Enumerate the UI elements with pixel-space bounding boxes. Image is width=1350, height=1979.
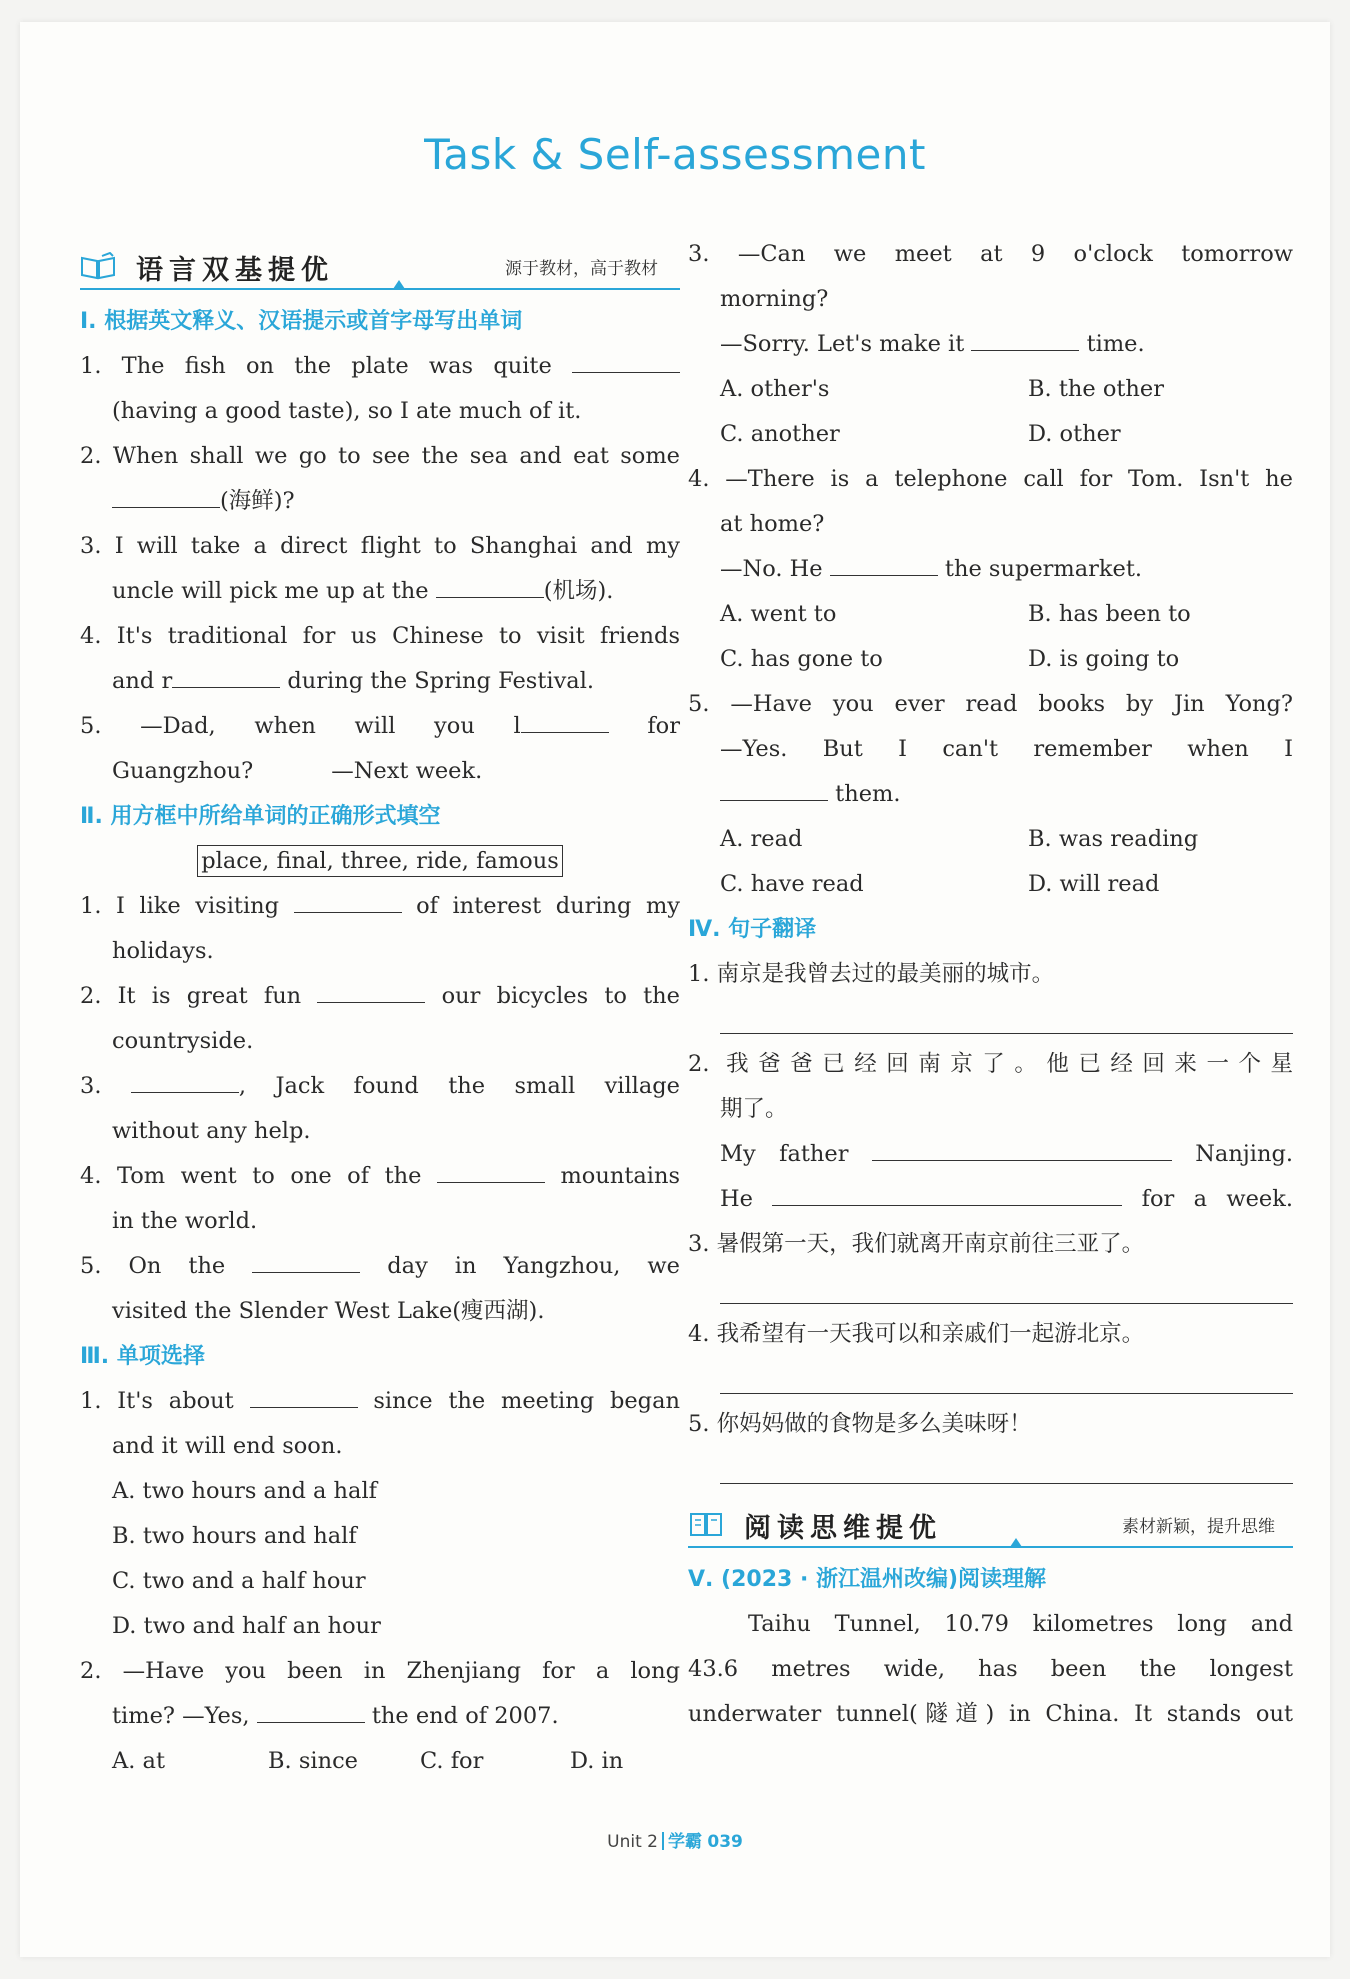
options-row (688, 592, 1293, 637)
answer-blank[interactable] (872, 1140, 1172, 1161)
answer-blank[interactable] (252, 1252, 360, 1273)
question-line: uncle will pick me up at the (机场). (112, 578, 614, 604)
option-a[interactable]: A. at (112, 1748, 166, 1774)
workbook-page (20, 22, 1330, 1957)
question-line: 1. 南京是我曾去过的最美丽的城市。 (688, 961, 1055, 987)
question-line: Guangzhou? —Next week. (112, 758, 483, 784)
question-line: 3. I will take a direct flight to Shanghai and my (80, 533, 680, 559)
question-line: without any help. (112, 1118, 311, 1144)
question-line: 5. —Have you ever read books by Jin Yong? (688, 691, 1293, 717)
option-d[interactable]: D. is going to (1028, 646, 1180, 672)
answer-blank[interactable] (772, 1185, 1122, 1206)
question-line: them. (688, 772, 1293, 817)
question-line: 3. , Jack found the small village (80, 1073, 681, 1099)
banner-subtitle: 源于教材，高于教材 (505, 259, 658, 279)
question-line: 1. The fish on the plate was quite (80, 344, 680, 389)
question-line: and it will end soon. (112, 1433, 343, 1459)
option-a[interactable]: A. read (720, 826, 803, 852)
question-line: 5. On the day in Yangzhou, we (80, 1253, 680, 1279)
option-a[interactable]: A. other's (720, 376, 830, 402)
option-c[interactable]: C. another (720, 421, 840, 447)
option-a[interactable]: A. two hours and a half (112, 1478, 377, 1504)
option-d[interactable]: D. two and half an hour (112, 1613, 381, 1639)
options-row (688, 367, 1293, 412)
question-line: 3. —Can we meet at 9 o'clock tomorrow (688, 241, 1293, 267)
answer-blank[interactable] (720, 780, 828, 801)
answer-blank[interactable] (317, 982, 425, 1003)
answer-blank[interactable] (294, 892, 402, 913)
options-row (688, 412, 1293, 457)
page-footer (20, 1827, 1330, 1852)
banner-title: 语言双基提优 (136, 255, 334, 286)
option-d[interactable]: D. other (1028, 421, 1121, 447)
book-icon (688, 1510, 724, 1538)
question-line: visited the Slender West Lake(瘦西湖). (112, 1298, 545, 1324)
options-row (688, 637, 1293, 682)
left-column (80, 244, 680, 1784)
answer-blank[interactable] (971, 330, 1079, 351)
question-line: and r during the Spring Festival. (112, 668, 595, 694)
question-line: at home? (720, 511, 825, 537)
section-banner-reading (688, 1502, 1293, 1557)
banner-marker (393, 280, 405, 289)
banner-marker (1010, 1538, 1022, 1547)
answer-blank[interactable] (830, 555, 938, 576)
question-line: 2. —Have you been in Zhenjiang for a long (80, 1658, 680, 1684)
question-line: 2. When shall we go to see the sea and eat some (80, 443, 680, 469)
question-line: He for a week. (720, 1186, 1294, 1212)
question-line: 1. I like visiting of interest during my (80, 893, 681, 919)
question-line: 4. 我希望有一天我可以和亲戚们一起游北京。 (688, 1321, 1145, 1347)
question-line: 1. It's about since the meeting began (80, 1388, 680, 1414)
question-line: —No. He the supermarket. (720, 556, 1143, 582)
question-line: 2. It is great fun our bicycles to the (80, 983, 680, 1009)
answer-blank[interactable] (436, 577, 544, 598)
question-line: morning? (720, 286, 829, 312)
option-c[interactable]: C. have read (720, 871, 864, 897)
passage-line: 43.6 metres wide, has been the longest (688, 1656, 1293, 1682)
answer-blank[interactable] (250, 1387, 358, 1408)
option-b[interactable]: B. the other (1028, 376, 1164, 402)
section-heading: Ⅳ. 句子翻译 (688, 917, 817, 942)
word-box-row (80, 839, 680, 884)
unit-label: Unit 2 (607, 1832, 658, 1852)
question-line: 4. Tom went to one of the mountains (80, 1163, 681, 1189)
banner-rule (688, 1546, 1293, 1548)
banner-title: 阅读思维提优 (744, 1513, 942, 1544)
brand-label: 学霸 (667, 1832, 702, 1852)
word-box: place, final, three, ride, famous (197, 845, 563, 877)
passage-line: Taihu Tunnel, 10.79 kilometres long and (748, 1611, 1293, 1637)
page-title: Task & Self-assessment (424, 130, 926, 179)
question-line: (海鲜)? (80, 479, 680, 524)
question-line: 3. 暑假第一天，我们就离开南京前往三亚了。 (688, 1231, 1145, 1257)
answer-blank[interactable] (172, 667, 280, 688)
banner-rule (80, 288, 680, 290)
question-line: holidays. (112, 938, 214, 964)
answer-blank[interactable] (112, 487, 220, 508)
question-line: 4. It's traditional for us Chinese to visit friends (80, 623, 680, 649)
answer-line[interactable] (688, 1357, 1293, 1402)
option-b[interactable]: B. was reading (1028, 826, 1199, 852)
banner-subtitle: 素材新颖，提升思维 (1122, 1517, 1275, 1537)
question-line: 4. —There is a telephone call for Tom. Isn't he (688, 466, 1293, 492)
question-line: My father Nanjing. (720, 1141, 1294, 1167)
question-line: 5. —Dad, when will you l for (80, 713, 680, 739)
question-line: countryside. (112, 1028, 254, 1054)
section-heading: Ⅲ. 单项选择 (80, 1344, 205, 1369)
answer-blank[interactable] (572, 352, 680, 373)
answer-line[interactable] (688, 1447, 1293, 1492)
open-book-icon (80, 252, 116, 280)
options-row (688, 817, 1293, 862)
options-row (80, 1739, 680, 1784)
answer-blank[interactable] (437, 1162, 545, 1183)
question-line: time? —Yes, the end of 2007. (112, 1703, 559, 1729)
section-heading: Ⅱ. 用方框中所给单词的正确形式填空 (80, 804, 441, 829)
question-line: —Yes. But I can't remember when I (720, 736, 1293, 762)
option-b[interactable]: B. since (268, 1748, 358, 1774)
question-line: —Sorry. Let's make it time. (720, 331, 1145, 357)
answer-blank[interactable] (257, 1702, 365, 1723)
answer-line[interactable] (688, 997, 1293, 1042)
section-heading: Ⅴ. (2023 · 浙江温州改编)阅读理解 (688, 1567, 1047, 1592)
section-banner-language (80, 244, 680, 299)
right-column (688, 232, 1293, 1737)
question-line: (having a good taste), so I ate much of it. (112, 398, 582, 424)
question-line: 期了。 (720, 1096, 788, 1122)
option-c[interactable]: C. two and a half hour (112, 1568, 366, 1594)
answer-blank[interactable] (131, 1072, 239, 1093)
answer-blank[interactable] (521, 712, 609, 733)
question-line: in the world. (112, 1208, 258, 1234)
option-b[interactable]: B. two hours and half (112, 1523, 357, 1549)
option-d[interactable]: D. in (570, 1748, 624, 1774)
section-heading: Ⅰ. 根据英文释义、汉语提示或首字母写出单词 (80, 309, 523, 334)
page-number: 039 (707, 1832, 743, 1852)
footer-divider (662, 1832, 664, 1850)
option-c[interactable]: C. has gone to (720, 646, 883, 672)
answer-line[interactable] (688, 1267, 1293, 1312)
question-line: 2. 我爸爸已经回南京了。他已经回来一个星 (688, 1051, 1293, 1077)
question-line: 5. 你妈妈做的食物是多么美味呀！ (688, 1411, 1032, 1437)
passage-line: underwater tunnel(隧道) in China. It stands out (688, 1701, 1293, 1727)
option-c[interactable]: C. for (420, 1748, 484, 1774)
option-a[interactable]: A. went to (720, 601, 837, 627)
option-b[interactable]: B. has been to (1028, 601, 1191, 627)
options-row (688, 862, 1293, 907)
option-d[interactable]: D. will read (1028, 871, 1160, 897)
